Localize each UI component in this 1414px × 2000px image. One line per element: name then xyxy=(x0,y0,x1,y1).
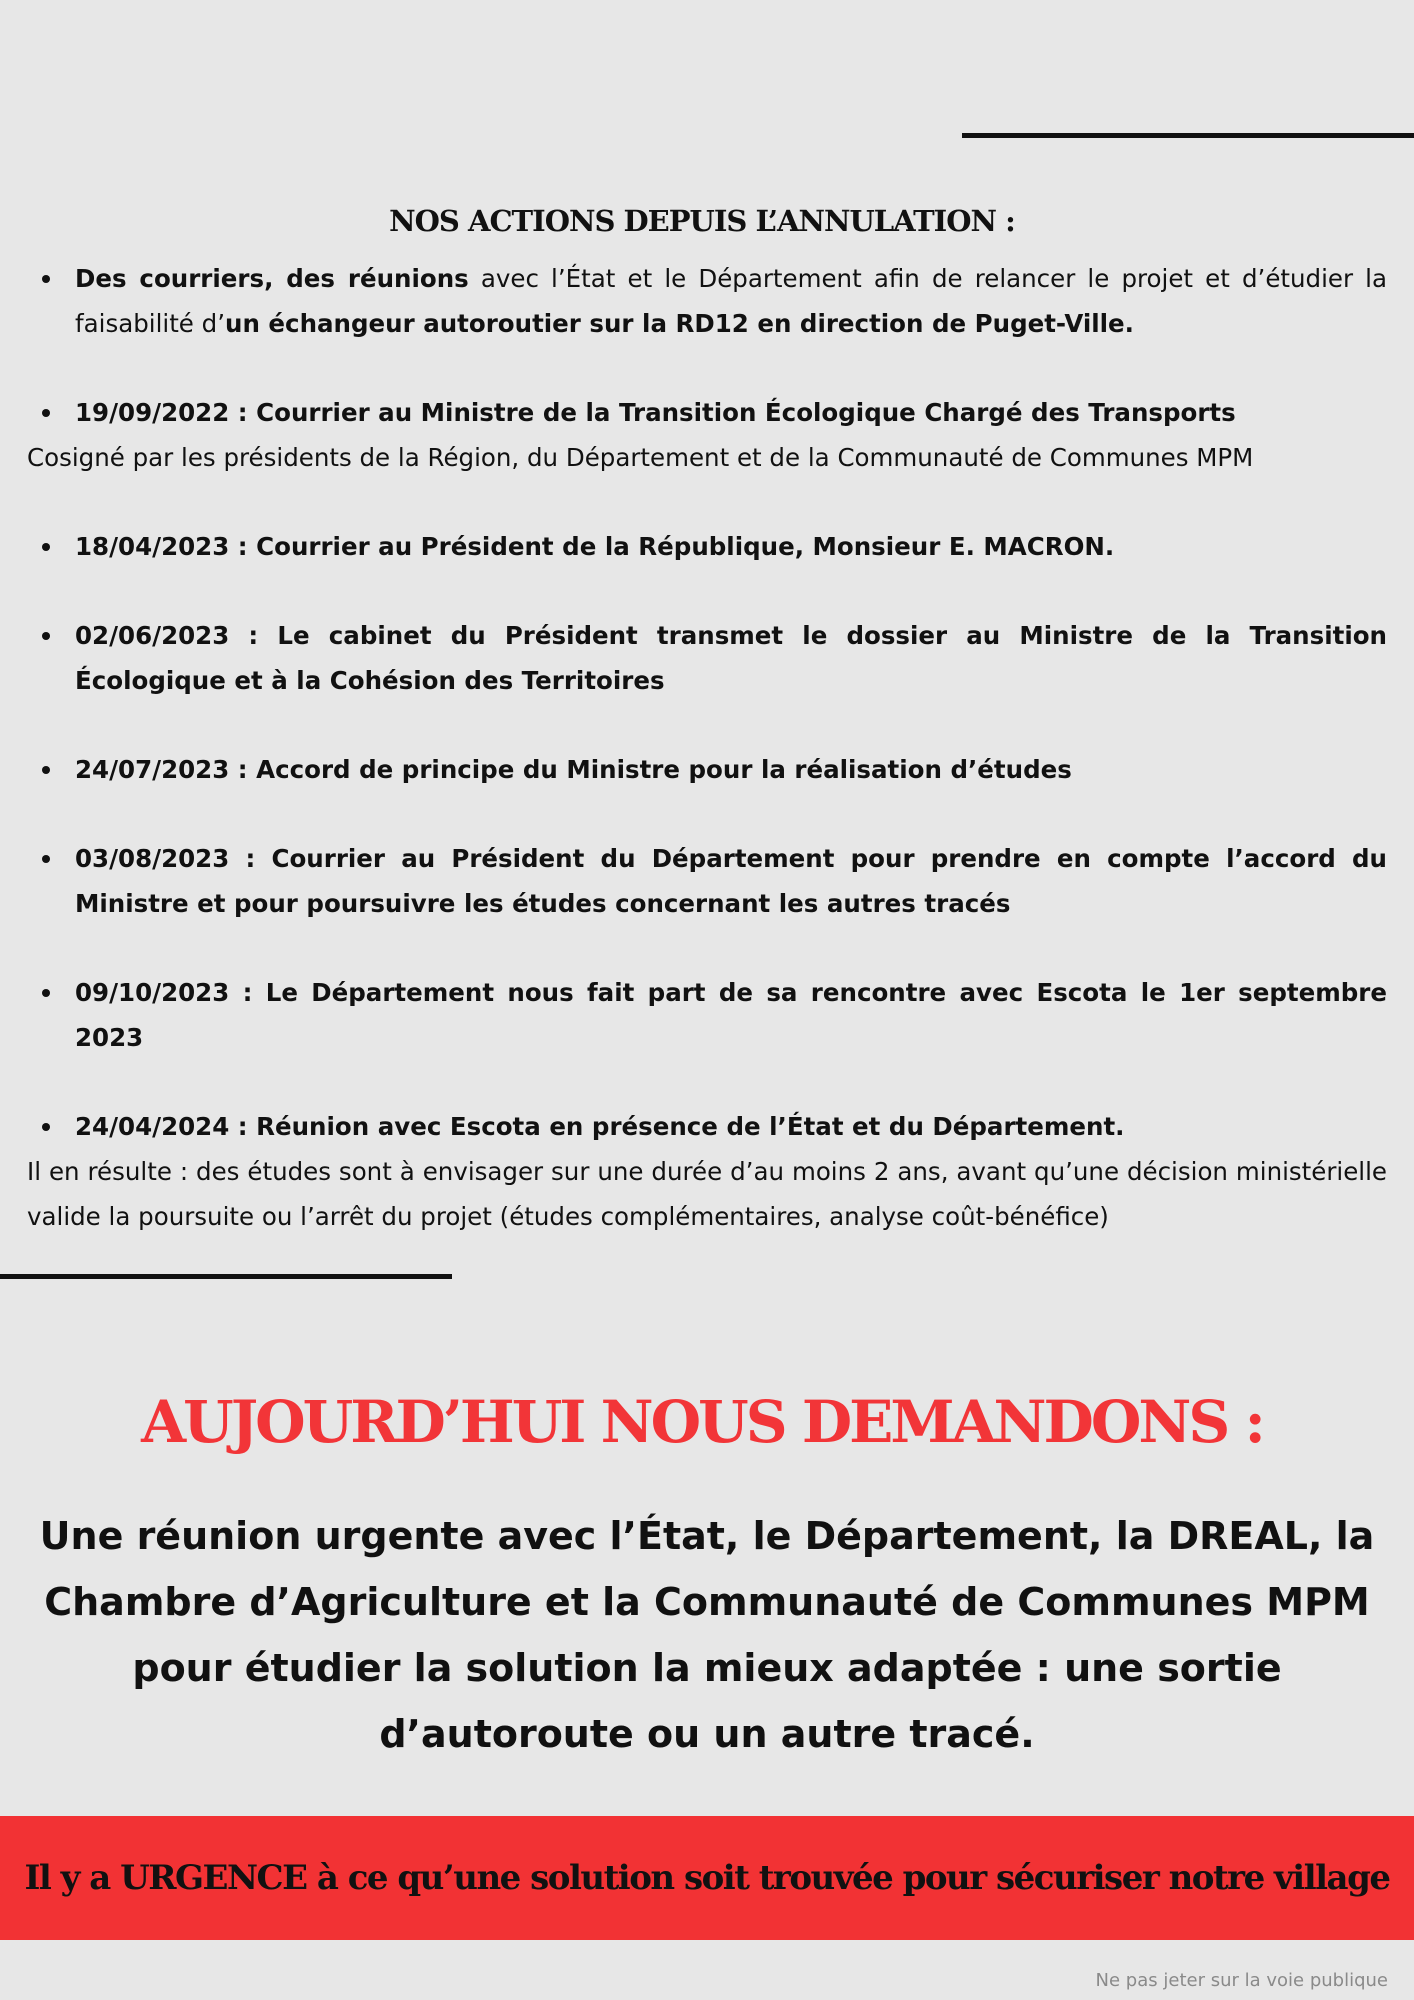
list-item: 18/04/2023 : Courrier au Président de la République, Monsieur E. MACRON. xyxy=(27,524,1387,569)
item-bold-lead: Des courriers, des réunions xyxy=(75,264,469,293)
middle-divider xyxy=(0,1274,452,1279)
list-item: 24/07/2023 : Accord de principe du Ministre pour la réalisation d’études xyxy=(27,747,1387,792)
demand-title: AUJOURD’HUI NOUS DEMANDONS : xyxy=(141,1388,1263,1457)
actions-list xyxy=(27,256,1387,435)
footer-note: Ne pas jeter sur la voie publique xyxy=(1095,1970,1388,1991)
item-bold-tail: un échangeur autoroutier sur la RD12 en direction de Puget-Ville. xyxy=(225,309,1134,338)
actions-section xyxy=(27,256,1387,1239)
list-item: 24/04/2024 : Réunion avec Escota en présence de l’État et du Département. xyxy=(27,1104,1387,1149)
actions-list-continued xyxy=(27,524,1387,1149)
urgency-banner-text: Il y a URGENCE à ce qu’une solution soit trouvée pour sécuriser notre village xyxy=(24,1858,1390,1898)
demand-text: Une réunion urgente avec l’État, le Département, la DREAL, la Chambre d’Agriculture et la Communauté de Communes MPM pour étudier la solution la mieux adaptée : une sortie d’autoroute ou un autre tracé. xyxy=(39,1514,1375,1756)
actions-title: NOS ACTIONS DEPUIS L’ANNULATION : xyxy=(389,204,1015,239)
list-item: 19/09/2022 : Courrier au Ministre de la Transition Écologique Chargé des Transports xyxy=(27,390,1387,435)
result-paragraph: Il en résulte : des études sont à envisager sur une durée d’au moins 2 ans, avant qu’une décision ministérielle valide la poursuite ou l’arrêt du projet (études complémentaires, analyse coût-bénéfice) xyxy=(27,1157,1387,1231)
urgency-banner xyxy=(0,1816,1414,1940)
top-divider xyxy=(962,133,1414,138)
list-item: 03/08/2023 : Courrier au Président du Département pour prendre en compte l’accord du Ministre et pour poursuivre les études concernant les autres tracés xyxy=(27,836,1387,926)
list-item xyxy=(27,256,1387,346)
cosign-note: Cosigné par les présidents de la Région, du Département et de la Communauté de Communes MPM xyxy=(27,443,1254,472)
list-item: 09/10/2023 : Le Département nous fait part de sa rencontre avec Escota le 1er septembre 2023 xyxy=(27,970,1387,1060)
list-item: 02/06/2023 : Le cabinet du Président transmet le dossier au Ministre de la Transition Écologique et à la Cohésion des Territoires xyxy=(27,613,1387,703)
item-text: avec l’État et le Département afin de relancer le projet et d’étudier la faisabilité d’ xyxy=(75,264,1387,338)
